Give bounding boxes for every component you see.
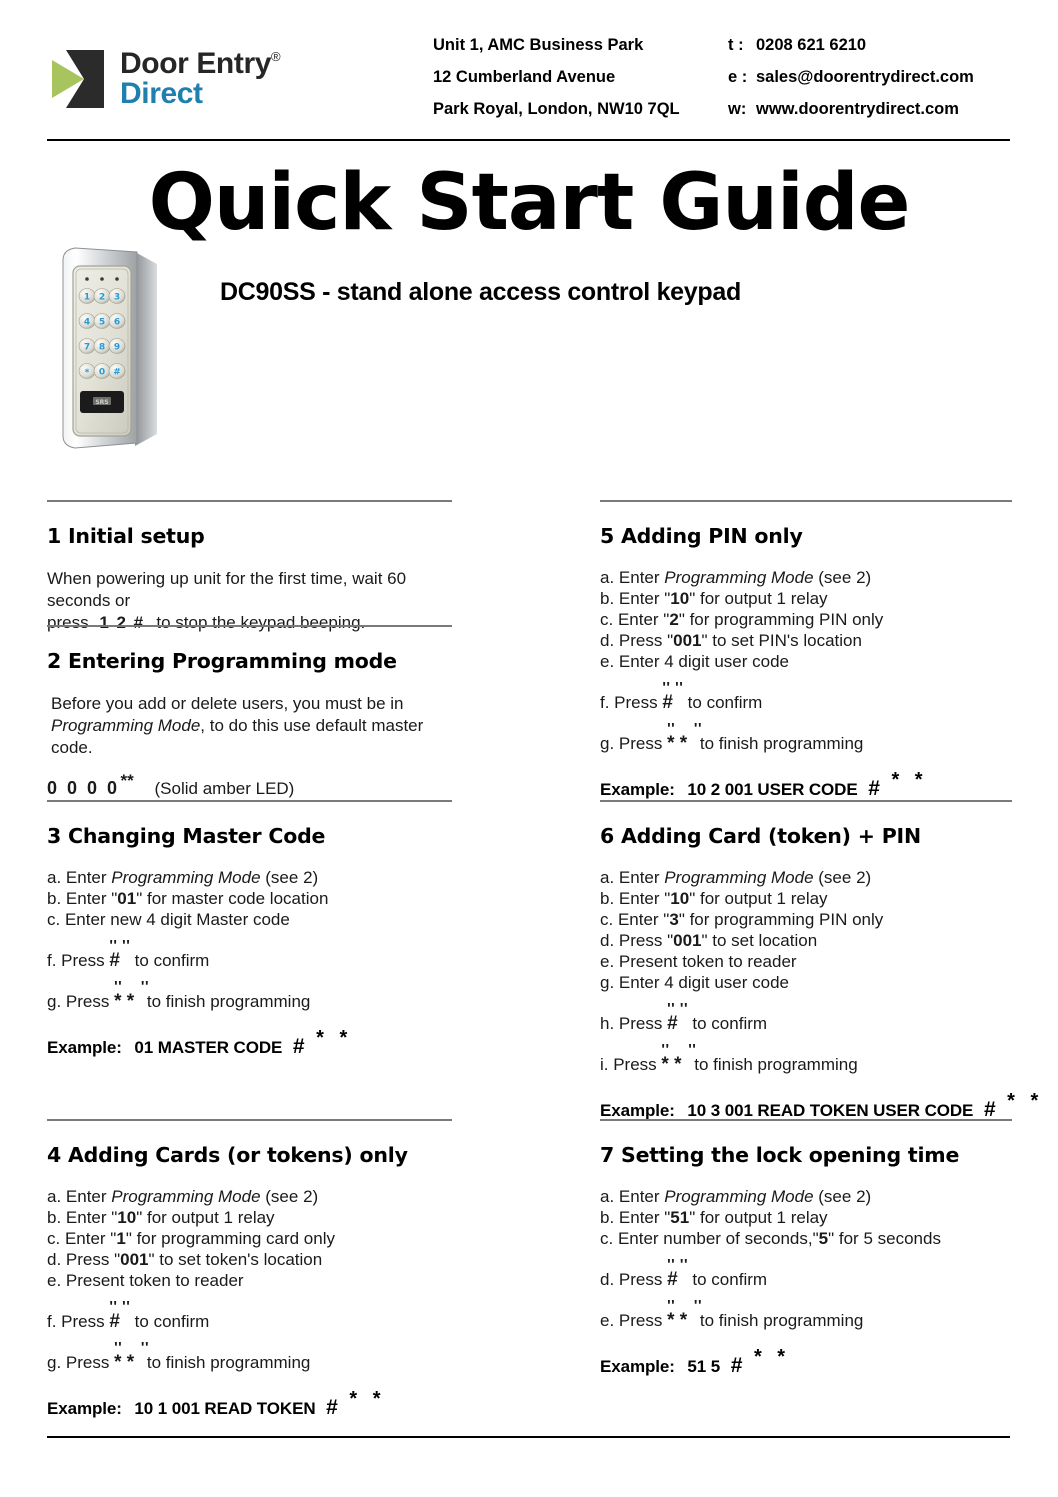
step-text: b. Enter " — [47, 888, 118, 908]
step-code: 2 — [669, 609, 679, 629]
step-item — [600, 568, 1012, 589]
step-text: b. Enter " — [600, 888, 671, 908]
example-stars: * * — [316, 1026, 353, 1049]
section-title: 6 Adding Card (token) + PIN — [600, 824, 921, 848]
example-hash: # — [983, 1097, 996, 1121]
master-code-value: 0 0 0 0 — [47, 778, 120, 799]
keycap-glyph: * * — [114, 990, 135, 1012]
section-lock-opening-time — [600, 1119, 1012, 1378]
press-label: g. Press — [47, 991, 110, 1011]
step-item — [600, 652, 1012, 673]
step-item — [600, 910, 1012, 931]
step-tail: " for output 1 relay — [689, 1207, 828, 1227]
example-stars: * * — [1007, 1089, 1044, 1112]
keycap-glyph: # — [662, 691, 673, 713]
example-value: 10 2 001 USER CODE — [687, 779, 858, 799]
step-code: 51 — [670, 1207, 690, 1227]
setup-keycode: 1 2 # — [99, 612, 145, 632]
section-adding-cards — [47, 1119, 452, 1420]
step-item — [47, 1229, 452, 1250]
example-label: Example: — [47, 1037, 122, 1057]
example-label: Example: — [600, 779, 675, 799]
address-line-1: Unit 1, AMC Business Park — [433, 36, 644, 54]
press-tail: to confirm — [134, 1311, 210, 1331]
example-value: 10 1 001 READ TOKEN — [134, 1398, 316, 1418]
svg-text:4: 4 — [83, 317, 91, 328]
address-line-2: 12 Cumberland Avenue — [433, 68, 616, 86]
page-header — [0, 0, 1058, 140]
example-hash: # — [292, 1034, 305, 1058]
step-item — [600, 589, 1012, 610]
press-label: f. Press — [600, 692, 658, 712]
step-code: 01 — [117, 888, 137, 908]
press-label: d. Press — [600, 1269, 663, 1289]
example-label: Example: — [600, 1100, 675, 1120]
press-confirm-line — [47, 936, 452, 972]
keycap-glyph: * * — [661, 1053, 682, 1075]
press-finish-line — [600, 719, 1012, 755]
section-divider — [47, 800, 452, 802]
email-address[interactable]: sales@doorentrydirect.com — [756, 68, 974, 86]
example-value: 10 3 001 READ TOKEN USER CODE — [687, 1100, 974, 1120]
section-divider — [600, 800, 1012, 802]
press-label: h. Press — [600, 1013, 663, 1033]
svg-text:3: 3 — [113, 292, 121, 303]
example-label: Example: — [600, 1356, 675, 1376]
keycap-glyph: * * — [114, 1351, 135, 1373]
section-body — [47, 568, 452, 633]
step-tail: (see 2) — [260, 1187, 319, 1206]
step-tail: " to set PIN's location — [701, 630, 862, 650]
master-code-note: (Solid amber LED) — [154, 779, 295, 799]
press-finish-line — [600, 1296, 1012, 1332]
step-item — [47, 868, 452, 889]
section-title: 1 Initial setup — [47, 524, 205, 548]
step-item — [47, 1208, 452, 1229]
star-star-keycap-icon: '' '' * * — [667, 1296, 703, 1331]
email-label: e : — [728, 68, 748, 86]
page-title: Quick Start Guide — [148, 158, 910, 248]
step-item — [600, 868, 1012, 889]
press-label: g. Press — [47, 1352, 110, 1372]
star-star-keycap-icon: '' '' * * — [114, 1338, 150, 1373]
press-label: f. Press — [47, 1311, 105, 1331]
section-divider — [600, 1119, 1012, 1121]
step-code: 10 — [670, 888, 690, 908]
setup-text-pre: press — [47, 612, 89, 632]
star-star-keycap-icon: '' '' * * — [661, 1040, 697, 1075]
step-tail: " for output 1 relay — [689, 888, 828, 908]
press-confirm-line — [600, 999, 1012, 1035]
svg-text:1: 1 — [83, 292, 91, 303]
example-hash: # — [868, 776, 880, 800]
step-item — [600, 889, 1012, 910]
step-tail: (see 2) — [260, 868, 319, 887]
example-hash: # — [730, 1353, 743, 1377]
contact-row — [433, 100, 974, 132]
step-list — [47, 868, 452, 931]
step-text: b. Enter " — [600, 588, 671, 608]
example-line — [47, 1387, 452, 1420]
website-url[interactable]: www.doorentrydirect.com — [756, 100, 959, 118]
press-label: e. Press — [600, 1310, 663, 1330]
step-list — [600, 568, 1012, 673]
hash-keycap-icon: '' '' # — [109, 1297, 131, 1332]
svg-text:#: # — [113, 367, 121, 378]
section-title: 3 Changing Master Code — [47, 824, 326, 848]
example-stars: * * — [349, 1387, 386, 1410]
hash-keycap-icon: '' '' # — [109, 936, 131, 971]
step-tail: " for programming PIN only — [678, 909, 884, 929]
address-line-3: Park Royal, London, NW10 7QL — [433, 100, 680, 118]
keycap-glyph: # — [109, 1310, 120, 1332]
svg-text:6: 6 — [113, 317, 121, 328]
step-text: a. Enter — [600, 1187, 665, 1206]
registered-trademark-icon: ® — [271, 48, 281, 64]
svg-text:8: 8 — [98, 342, 106, 353]
svg-text:*: * — [84, 368, 90, 378]
section-divider — [600, 500, 1012, 502]
press-label: f. Press — [47, 950, 105, 970]
step-tail: " for output 1 relay — [689, 588, 828, 608]
step-text: b. Enter " — [47, 1207, 118, 1227]
example-label: Example: — [47, 1398, 122, 1418]
press-tail: to confirm — [687, 692, 763, 712]
example-stars: * * — [891, 768, 928, 791]
step-item — [600, 931, 1012, 952]
step-tail: " to set location — [701, 930, 818, 950]
prog-mode-line2-rest: , to do this use default master — [200, 715, 424, 735]
step-tail: " for output 1 relay — [136, 1207, 275, 1227]
section-body — [47, 693, 452, 758]
step-text: e. Present token to reader — [600, 951, 797, 971]
hash-keycap-icon: '' '' # — [662, 678, 684, 713]
step-text: d. Press " — [600, 630, 674, 650]
step-item — [47, 889, 452, 910]
prog-mode-emphasis: Programming Mode — [51, 715, 201, 735]
step-item — [600, 952, 1012, 973]
section-title: 5 Adding PIN only — [600, 524, 803, 548]
section-title: 2 Entering Programming mode — [47, 649, 397, 673]
step-tail: " for programming PIN only — [678, 609, 884, 629]
phone-label: t : — [728, 36, 744, 54]
page-subtitle: DC90SS - stand alone access control keypad — [220, 278, 741, 306]
step-text: c. Enter " — [47, 1228, 117, 1248]
press-tail: to confirm — [692, 1269, 768, 1289]
press-label: g. Press — [600, 733, 663, 753]
press-confirm-line — [47, 1297, 452, 1333]
press-confirm-line — [600, 678, 1012, 714]
step-code: 10 — [117, 1207, 137, 1227]
press-tail: to confirm — [692, 1013, 768, 1033]
step-text: a. Enter — [47, 1187, 112, 1206]
hash-keycap-icon: '' '' # — [667, 999, 689, 1034]
step-emphasis: Programming Mode — [664, 1187, 814, 1206]
step-code: 3 — [669, 909, 679, 929]
svg-text:0: 0 — [98, 367, 106, 378]
step-code: 5 — [818, 1228, 829, 1248]
example-value: 51 5 — [687, 1356, 721, 1376]
step-code: 001 — [673, 630, 702, 650]
footer-divider — [47, 1436, 1010, 1438]
step-text: c. Enter " — [600, 909, 670, 929]
press-finish-line — [600, 1040, 1012, 1076]
contact-row — [433, 68, 974, 100]
section-divider — [47, 500, 452, 502]
step-emphasis: Programming Mode — [664, 868, 814, 887]
star-star-keycap-icon: '' '' * * — [667, 719, 703, 754]
press-label: i. Press — [600, 1054, 657, 1074]
step-item — [600, 1208, 1012, 1229]
example-hash: # — [326, 1395, 338, 1419]
setup-text-line1: When powering up unit for the first time, wait 60 seconds or — [47, 569, 407, 610]
prog-mode-line1: Before you add or delete users, you must be in — [51, 694, 404, 713]
step-item — [600, 610, 1012, 631]
hash-keycap-icon: '' '' # — [667, 1255, 689, 1290]
step-emphasis: Programming Mode — [111, 868, 261, 887]
logo-text-secondary: Direct — [120, 76, 203, 110]
step-text: c. Enter new 4 digit Master code — [47, 909, 290, 929]
press-tail: to finish programming — [699, 733, 864, 753]
step-text: a. Enter — [47, 868, 112, 887]
svg-text:9: 9 — [113, 342, 121, 353]
prog-mode-line3: code. — [51, 737, 93, 757]
section-adding-pin — [600, 500, 1012, 801]
step-tail: " to set token's location — [148, 1249, 323, 1269]
section-divider — [47, 1119, 452, 1121]
step-text: d. Press " — [600, 930, 674, 950]
keycap-glyph: * * — [667, 732, 688, 754]
step-text: c. Enter " — [600, 609, 670, 629]
step-emphasis: Programming Mode — [664, 568, 814, 587]
brand-logo — [52, 48, 281, 110]
step-code: 001 — [120, 1249, 149, 1269]
step-item — [47, 1187, 452, 1208]
example-line — [600, 1345, 1012, 1378]
press-tail: to finish programming — [699, 1310, 864, 1330]
step-text: g. Enter 4 digit user code — [600, 972, 790, 992]
press-finish-line — [47, 977, 452, 1013]
step-item — [600, 631, 1012, 652]
default-master-code — [47, 771, 452, 799]
section-title: 4 Adding Cards (or tokens) only — [47, 1143, 408, 1167]
contact-details — [433, 36, 974, 132]
section-entering-programming-mode — [47, 625, 452, 799]
product-image-keypad — [45, 238, 185, 453]
keycap-glyph: * * — [667, 1309, 688, 1331]
example-stars: * * — [753, 1345, 791, 1368]
step-code: 1 — [116, 1228, 126, 1248]
master-code-superscript: ** — [120, 771, 134, 791]
star-star-keycap-icon: '' '' * * — [114, 977, 150, 1012]
step-text: c. Enter number of seconds," — [600, 1228, 819, 1248]
logo-text-primary: Door Entry — [120, 47, 272, 80]
svg-text:SRS: SRS — [95, 399, 109, 406]
step-tail: (see 2) — [813, 568, 872, 587]
press-finish-line — [47, 1338, 452, 1374]
setup-text-post: to stop the keypad beeping. — [156, 612, 366, 632]
section-changing-master-code — [47, 800, 452, 1059]
step-list — [600, 868, 1012, 994]
keycap-glyph: # — [667, 1012, 678, 1034]
step-code: 001 — [673, 930, 702, 950]
section-adding-card-plus-pin — [600, 800, 1044, 1122]
step-item — [600, 973, 1012, 994]
example-line — [47, 1026, 452, 1059]
step-tail: (see 2) — [813, 1187, 872, 1206]
step-text: d. Press " — [47, 1249, 121, 1269]
step-text: a. Enter — [600, 868, 665, 887]
section-title: 7 Setting the lock opening time — [600, 1143, 960, 1167]
step-item — [47, 1271, 452, 1292]
step-tail: " for 5 seconds — [828, 1228, 941, 1248]
svg-text:5: 5 — [98, 317, 106, 328]
header-divider — [47, 139, 1010, 141]
section-initial-setup — [47, 500, 452, 633]
step-tail: " for programming card only — [125, 1228, 335, 1248]
svg-text:2: 2 — [98, 292, 106, 303]
step-item — [600, 1187, 1012, 1208]
keycap-glyph: # — [109, 949, 120, 971]
step-text: e. Enter 4 digit user code — [600, 651, 790, 671]
step-item — [600, 1229, 1012, 1250]
step-text: b. Enter " — [600, 1207, 671, 1227]
press-tail: to finish programming — [146, 991, 311, 1011]
press-confirm-line — [600, 1255, 1012, 1291]
example-value: 01 MASTER CODE — [134, 1037, 283, 1057]
step-emphasis: Programming Mode — [111, 1187, 261, 1206]
example-line — [600, 768, 1012, 801]
step-tail: " for master code location — [136, 888, 329, 908]
press-tail: to confirm — [134, 950, 210, 970]
step-text: a. Enter — [600, 568, 665, 587]
step-list — [600, 1187, 1012, 1250]
step-text: e. Present token to reader — [47, 1270, 244, 1290]
step-tail: (see 2) — [813, 868, 872, 887]
press-tail: to finish programming — [146, 1352, 311, 1372]
step-item — [47, 910, 452, 931]
step-code: 10 — [670, 588, 690, 608]
press-tail: to finish programming — [694, 1054, 858, 1074]
contact-row — [433, 36, 974, 68]
phone-number: 0208 621 6210 — [756, 36, 867, 54]
section-divider — [47, 625, 452, 627]
step-list — [47, 1187, 452, 1292]
step-item — [47, 1250, 452, 1271]
website-label: w: — [728, 100, 747, 118]
keycap-glyph: # — [667, 1268, 678, 1290]
logo-arrow-icon — [52, 48, 110, 110]
svg-text:7: 7 — [83, 342, 91, 353]
